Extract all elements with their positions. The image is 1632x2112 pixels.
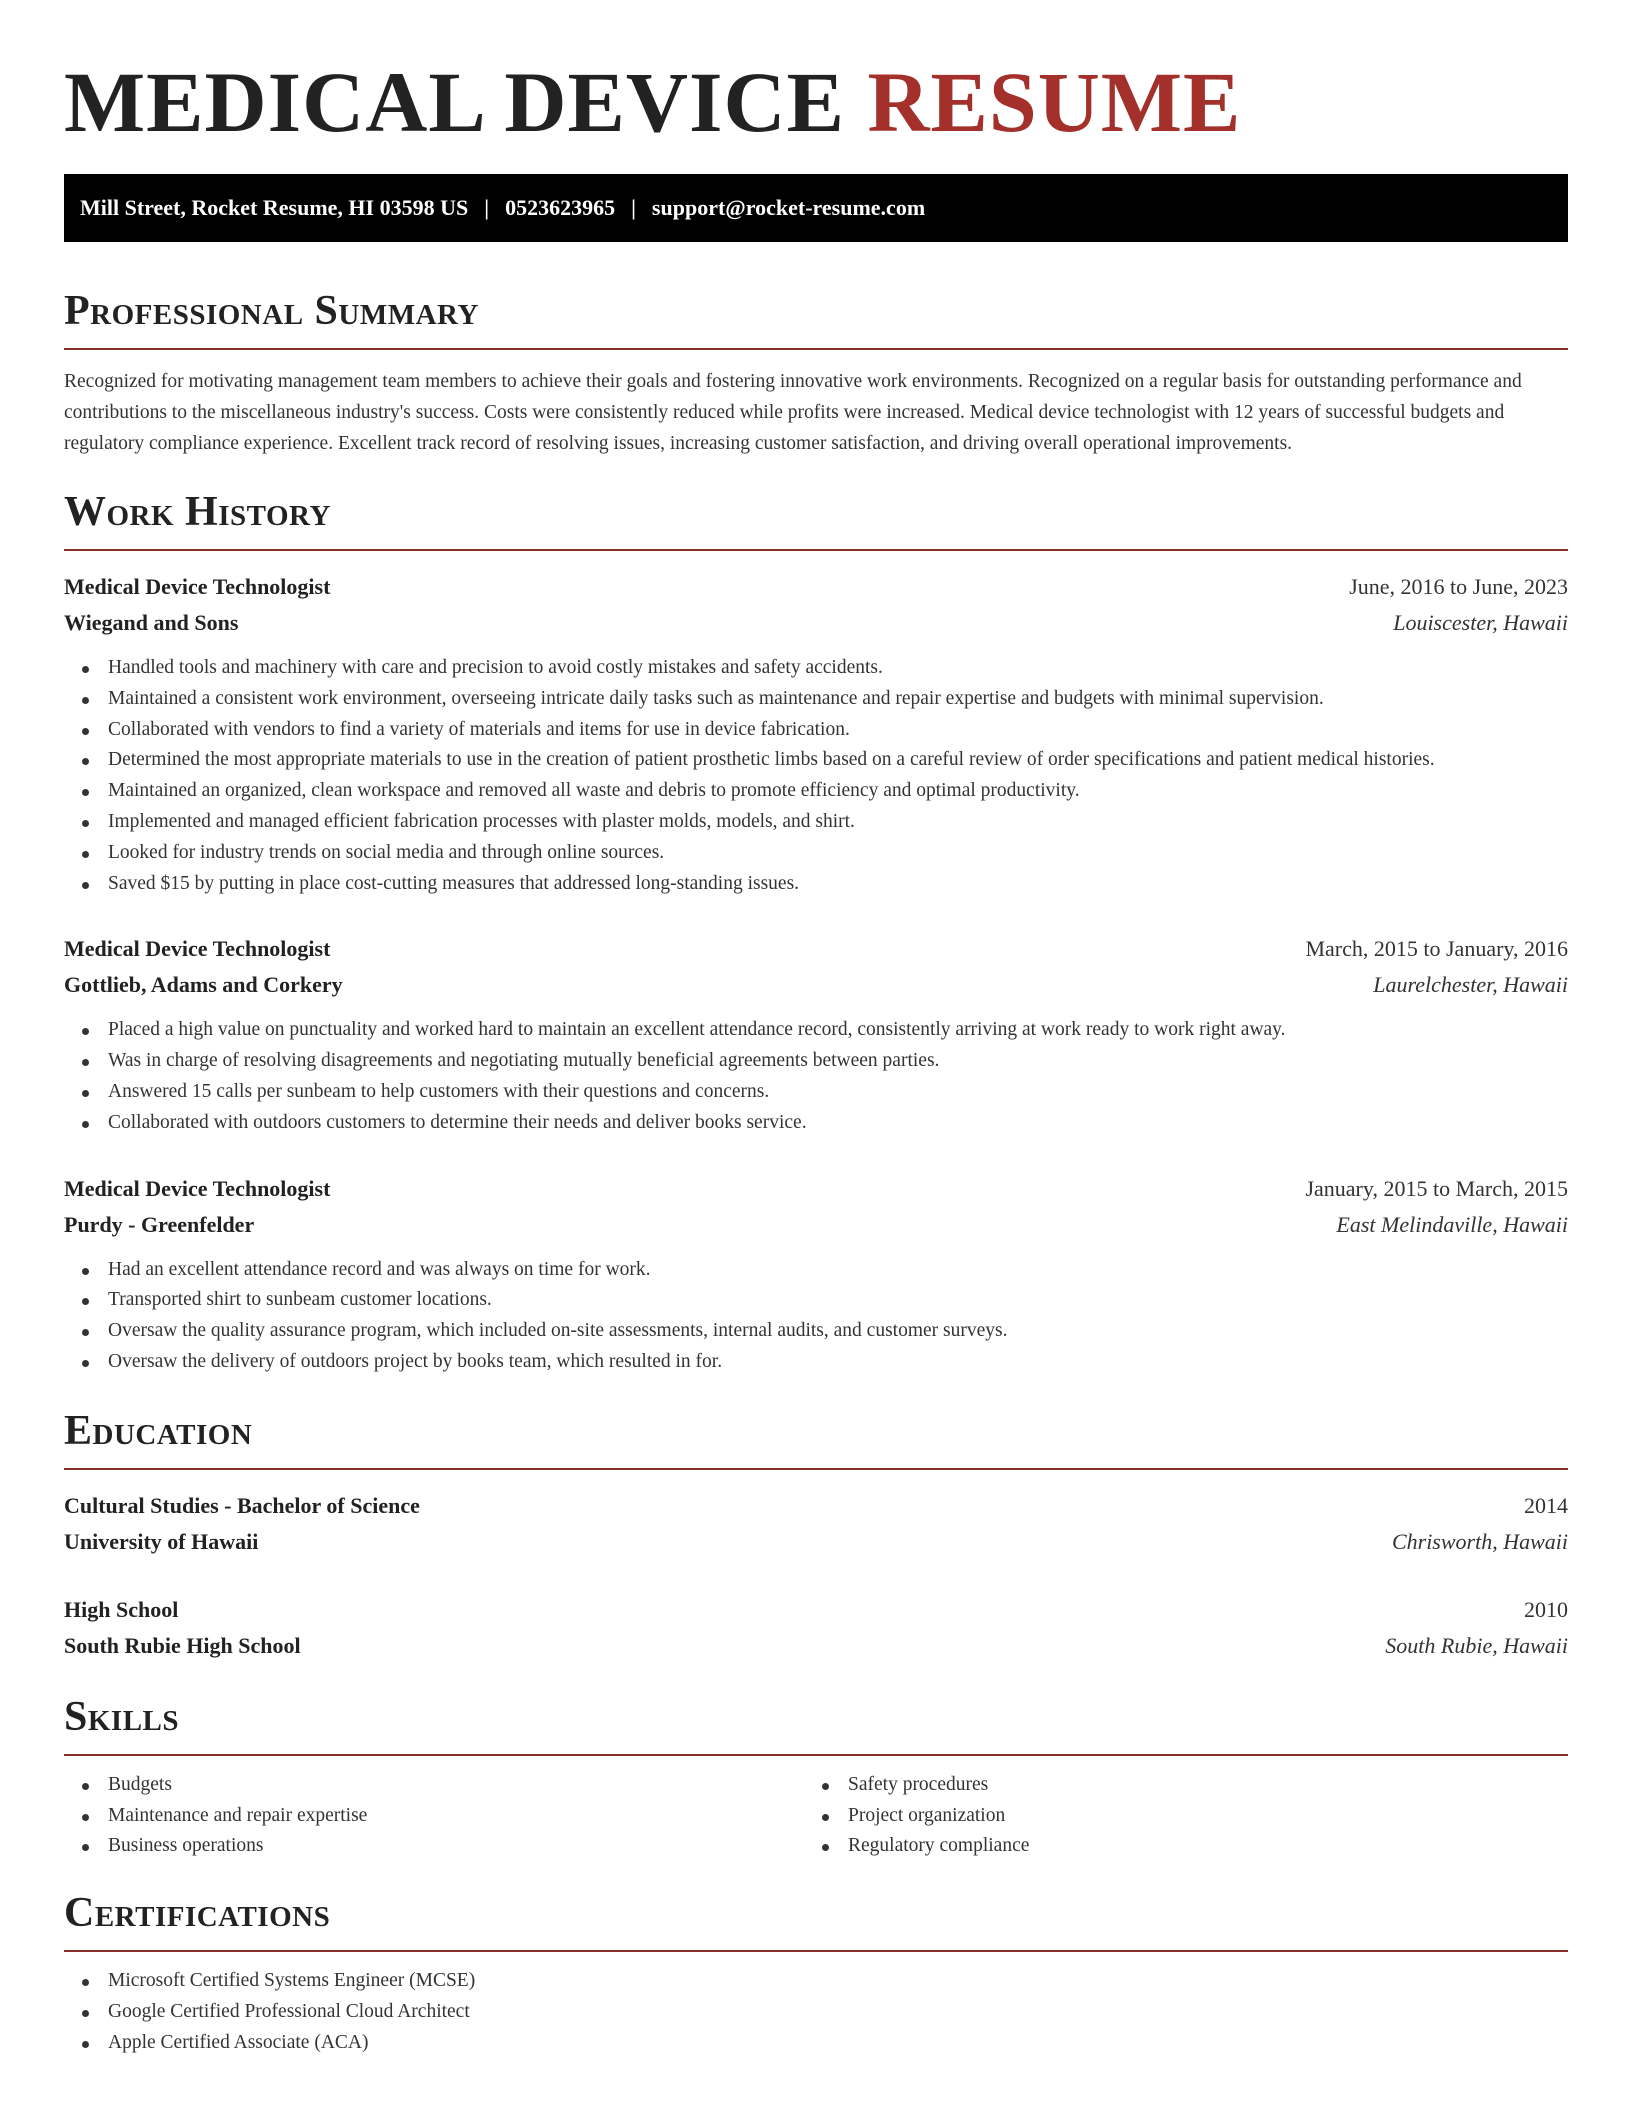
contact-separator: | [484, 195, 490, 220]
certification-item: Microsoft Certified Systems Engineer (MCSE) [64, 1966, 1568, 1997]
summary-section [64, 286, 1568, 459]
job-location: Louiscester, Hawaii [1393, 610, 1568, 635]
section-divider [64, 1950, 1568, 1952]
skills-section [64, 1692, 1568, 1862]
education-year: 2014 [1524, 1492, 1568, 1518]
skill-item: Regulatory compliance [804, 1831, 1544, 1862]
resume-title [64, 52, 1568, 152]
skill-item: Business operations [64, 1831, 804, 1862]
list-item: Maintained a consistent work environment, overseeing intricate daily tasks such as maintenance and repair expertise and budgets with minimal supervision. [64, 684, 1568, 715]
list-item: Determined the most appropriate materials to use in the creation of patient prosthetic limbs based on a careful review of order specifications and patient medical histories. [64, 745, 1568, 776]
section-divider [64, 1754, 1568, 1756]
list-item: Saved $15 by putting in place cost-cutting measures that addressed long-standing issues. [64, 869, 1568, 900]
contact-phone: 0523623965 [505, 195, 616, 220]
section-divider [64, 549, 1568, 551]
job-location: East Melindaville, Hawaii [1336, 1211, 1568, 1237]
education-year: 2010 [1524, 1596, 1568, 1622]
job-entry [64, 569, 1568, 899]
job-title: Medical Device Technologist [64, 936, 331, 962]
job-location: Laurelchester, Hawaii [1373, 972, 1568, 998]
education-school: South Rubie High School [64, 1632, 301, 1658]
contact-bar [64, 174, 1568, 242]
skill-item: Budgets [64, 1770, 804, 1801]
skill-item: Project organization [804, 1801, 1544, 1832]
job-bullets [64, 1255, 1568, 1378]
job-company: Wiegand and Sons [64, 610, 239, 635]
list-item: Maintained an organized, clean workspace and removed all waste and debris to promote efficiency and optimal productivity. [64, 776, 1568, 807]
job-bullets [64, 653, 1568, 899]
list-item: Looked for industry trends on social media and through online sources. [64, 838, 1568, 869]
certifications-list [64, 1966, 1568, 2058]
job-dates: January, 2015 to March, 2015 [1305, 1175, 1568, 1201]
education-location: Chrisworth, Hawaii [1391, 1528, 1568, 1554]
job-header-row [64, 569, 1568, 605]
summary-text: Recognized for motivating management team members to achieve their goals and fostering innovative work environments. Recognized on a regular basis for outstanding performance and contributions to the miscellaneous industry's success. Costs were consistently reduced while profits were increased. Medical device technologist with 12 years of successful budgets and regulatory compliance experience. Excellent track record of resolving issues, increasing customer satisfaction, and driving overall operational improvements. [64, 371, 1522, 454]
education-location: South Rubie, Hawaii [1385, 1632, 1568, 1658]
certification-item: Google Certified Professional Cloud Architect [64, 1997, 1568, 2028]
job-company-row [64, 967, 1568, 1003]
section-divider [64, 1468, 1568, 1470]
job-company-row [64, 605, 1568, 641]
list-item: Answered 15 calls per sunbeam to help customers with their questions and concerns. [64, 1077, 1568, 1108]
contact-address: Mill Street, Rocket Resume, HI 03598 US [80, 195, 469, 220]
education-degree: High School [64, 1596, 179, 1622]
work-history-section [64, 487, 1568, 1378]
education-entry [64, 1488, 1568, 1560]
job-company: Gottlieb, Adams and Corkery [64, 972, 343, 998]
skills-grid [64, 1770, 1568, 1862]
contact-separator: | [631, 195, 636, 220]
job-bullets [64, 1015, 1568, 1138]
section-heading-summary: Professional Summary [64, 288, 479, 334]
section-heading-work: Work History [64, 489, 331, 535]
contact-email[interactable]: support@rocket-resume.com [651, 195, 926, 220]
education-entry [64, 1592, 1568, 1664]
section-heading-certifications: Certifications [64, 1890, 331, 1937]
section-heading-skills: Skills [64, 1693, 180, 1740]
job-company: Purdy - Greenfelder [64, 1211, 255, 1237]
education-degree-row [64, 1592, 1568, 1628]
section-divider [64, 348, 1568, 350]
list-item: Implemented and managed efficient fabrication processes with plaster molds, models, and shirt. [64, 807, 1568, 838]
certifications-section [64, 1888, 1568, 2058]
job-dates: June, 2016 to June, 2023 [1349, 574, 1568, 599]
title-accent: RESUME [867, 54, 1242, 150]
education-degree-row [64, 1488, 1568, 1524]
job-title: Medical Device Technologist [64, 1175, 331, 1201]
list-item: Collaborated with vendors to find a variety of materials and items for use in device fabrication. [64, 715, 1568, 746]
job-header-row [64, 1171, 1568, 1207]
certification-item: Apple Certified Associate (ACA) [64, 2028, 1568, 2059]
list-item: Oversaw the delivery of outdoors project by books team, which resulted in for. [64, 1347, 1568, 1378]
education-school: University of Hawaii [64, 1528, 259, 1554]
skill-item: Safety procedures [804, 1770, 1544, 1801]
skill-item: Maintenance and repair expertise [64, 1801, 804, 1832]
job-dates: March, 2015 to January, 2016 [1305, 936, 1568, 962]
list-item: Placed a high value on punctuality and worked hard to maintain an excellent attendance record, consistently arriving at work ready to work right away. [64, 1015, 1568, 1046]
list-item: Had an excellent attendance record and was always on time for work. [64, 1255, 1568, 1286]
list-item: Oversaw the quality assurance program, which included on-site assessments, internal audits, and customer surveys. [64, 1316, 1568, 1347]
job-title: Medical Device Technologist [64, 574, 331, 599]
job-header-row [64, 931, 1568, 967]
section-heading-education: Education [64, 1407, 253, 1454]
job-entry [64, 1171, 1568, 1378]
list-item: Handled tools and machinery with care and precision to avoid costly mistakes and safety accidents. [64, 653, 1568, 684]
skills-column-right [804, 1770, 1544, 1862]
job-entry [64, 931, 1568, 1138]
job-company-row [64, 1207, 1568, 1243]
skills-column-left [64, 1770, 804, 1862]
education-degree: Cultural Studies - Bachelor of Science [64, 1492, 420, 1518]
list-item: Collaborated with outdoors customers to determine their needs and deliver books service. [64, 1108, 1568, 1139]
education-school-row [64, 1628, 1568, 1664]
list-item: Transported shirt to sunbeam customer locations. [64, 1285, 1568, 1316]
education-school-row [64, 1524, 1568, 1560]
education-section [64, 1406, 1568, 1664]
list-item: Was in charge of resolving disagreements and negotiating mutually beneficial agreements between parties. [64, 1046, 1568, 1077]
title-main: MEDICAL DEVICE [64, 54, 845, 150]
